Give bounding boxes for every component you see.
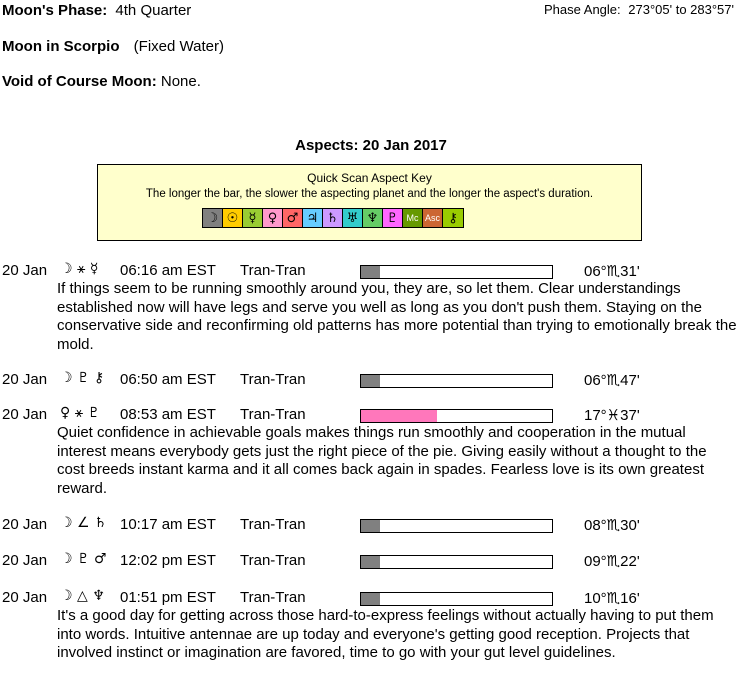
aspect-time: 06:16 am EST <box>120 262 216 279</box>
chiron-key-icon: ⚷ <box>443 209 463 227</box>
moon-sign-label: Moon in Scorpio <box>2 38 120 55</box>
aspect-type: Tran-Tran <box>240 589 306 606</box>
aspect-time: 12:02 pm EST <box>120 552 216 569</box>
mercury-key-icon: ☿ <box>243 209 263 227</box>
aspect-key-box <box>97 164 642 241</box>
aspect-glyphs: ♀ ⚹ ♇ <box>60 405 101 421</box>
aspect-description: If things seem to be running smoothly around you, they are, so let them. Clear understandings established now will have legs and serve you well as long as you don't push them. Staying on the conservative side and reconfirming old patterns has more potential than trying to emotionally break the mold. <box>57 280 737 353</box>
aspect-key-title: Quick Scan Aspect Key <box>307 171 432 185</box>
aspect-time: 08:53 am EST <box>120 406 216 423</box>
aspect-date: 20 Jan <box>2 406 48 423</box>
aspect-row <box>0 262 742 282</box>
aspect-date: 20 Jan <box>2 516 48 533</box>
duration-bar-fill <box>361 556 380 568</box>
mars-key-icon: ♂ <box>283 209 303 227</box>
duration-bar-fill <box>361 593 380 605</box>
aspect-position: 06°♏31' <box>584 263 640 280</box>
duration-bar <box>360 592 553 606</box>
aspect-key-swatches <box>202 208 464 228</box>
moon-key-icon: ☽ <box>203 209 223 227</box>
moon-phase-value: 4th Quarter <box>115 2 192 19</box>
void-of-course-label: Void of Course Moon: <box>2 73 157 90</box>
aspect-glyphs: ☽ ♇ ♂ <box>60 551 107 567</box>
aspect-position: 08°♏30' <box>584 517 640 534</box>
saturn-key-icon: ♄ <box>323 209 343 227</box>
aspect-position: 17°♓37' <box>584 407 640 424</box>
phase-angle-value: 273°05' to 283°57' <box>628 2 734 17</box>
aspect-row <box>0 406 742 426</box>
sun-key-icon: ☉ <box>223 209 243 227</box>
pluto-key-icon: ♇ <box>383 209 403 227</box>
aspect-position: 06°♏47' <box>584 372 640 389</box>
aspect-time: 10:17 am EST <box>120 516 216 533</box>
aspect-time: 06:50 am EST <box>120 371 216 388</box>
aspects-title: Aspects: 20 Jan 2017 <box>295 137 447 154</box>
aspect-time: 01:51 pm EST <box>120 589 216 606</box>
aspect-description: Quiet confidence in achievable goals makes things run smoothly and cooperation in the mutual interest means everybody gets just the right piece of the pie. Giving easily without a thought to the cost breeds instant karma and it all comes back again in spades. Fearless love is its own greatest reward. <box>57 424 707 497</box>
duration-bar <box>360 555 553 569</box>
aspect-date: 20 Jan <box>2 371 48 388</box>
aspect-row <box>0 589 742 609</box>
aspect-type: Tran-Tran <box>240 371 306 388</box>
void-of-course-line <box>2 73 201 90</box>
moon-sign-detail: (Fixed Water) <box>133 38 224 55</box>
aspect-row <box>0 552 742 572</box>
aspect-date: 20 Jan <box>2 589 48 606</box>
jupiter-key-icon: ♃ <box>303 209 323 227</box>
phase-angle-line <box>544 2 734 17</box>
aspect-key-subtitle: The longer the bar, the slower the aspecting planet and the longer the aspect's duration. <box>145 188 594 200</box>
duration-bar-fill <box>361 520 380 532</box>
aspect-date: 20 Jan <box>2 552 48 569</box>
aspect-row <box>0 371 742 391</box>
aspect-type: Tran-Tran <box>240 552 306 569</box>
duration-bar-fill <box>361 410 437 422</box>
aspect-glyphs: ☽ △ ♆ <box>60 588 105 604</box>
duration-bar <box>360 374 553 388</box>
duration-bar <box>360 265 553 279</box>
aspect-type: Tran-Tran <box>240 262 306 279</box>
moon-phase-label: Moon's Phase: <box>2 2 108 19</box>
aspect-position: 09°♏22' <box>584 553 640 570</box>
moon-sign-line <box>2 38 224 55</box>
aspect-date: 20 Jan <box>2 262 48 279</box>
aspect-description: It's a good day for getting across those hard-to-express feelings without actually having to put them into words. Intuitive antennae are up today and everyone's getting good reception. Projects that involved instinct or imagination are favored, time to go with your gut level guidelines. <box>57 607 714 661</box>
phase-angle-label: Phase Angle: <box>544 2 621 17</box>
aspect-glyphs: ☽ ♇ ⚷ <box>60 370 105 386</box>
aspect-position: 10°♏16' <box>584 590 640 607</box>
venus-key-icon: ♀ <box>263 209 283 227</box>
aspect-type: Tran-Tran <box>240 406 306 423</box>
duration-bar <box>360 409 553 423</box>
duration-bar-fill <box>361 375 380 387</box>
midheaven-key-icon: Mc <box>403 209 423 227</box>
aspect-glyphs: ☽ ⚹ ☿ <box>60 261 99 277</box>
neptune-key-icon: ♆ <box>363 209 383 227</box>
aspect-row <box>0 516 742 536</box>
ascendant-key-icon: Asc <box>423 209 443 227</box>
duration-bar <box>360 519 553 533</box>
moon-phase-line <box>2 2 191 19</box>
aspect-glyphs: ☽ ∠ ♄ <box>60 515 107 531</box>
uranus-key-icon: ♅ <box>343 209 363 227</box>
void-of-course-value: None. <box>160 73 201 90</box>
aspect-type: Tran-Tran <box>240 516 306 533</box>
duration-bar-fill <box>361 266 380 278</box>
